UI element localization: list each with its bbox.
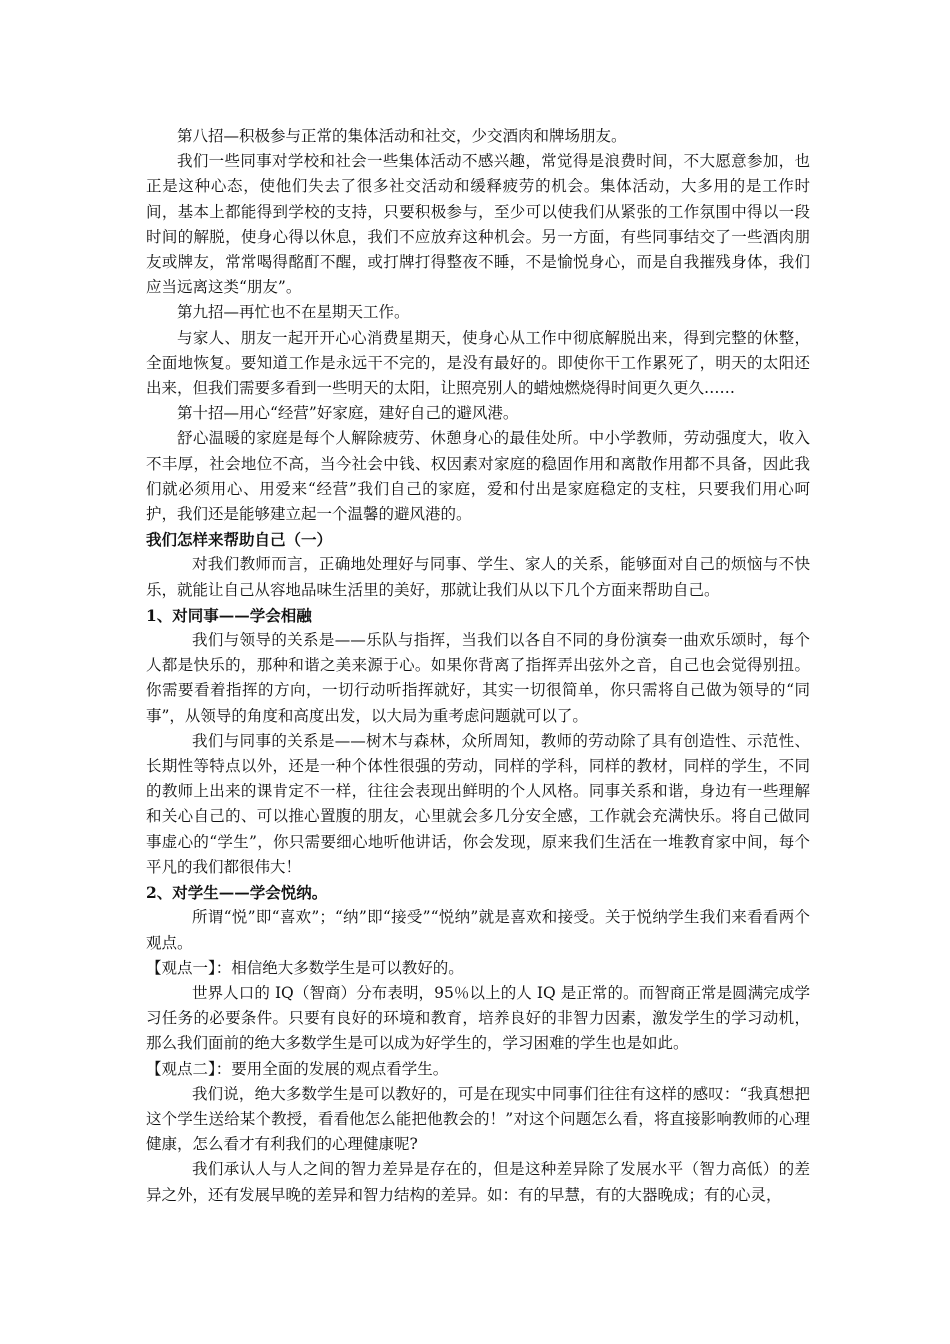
viewpoint-two: 【观点二】：要用全面的发展的观点看学生。 [146, 1059, 449, 1078]
viewpoint-two-body-2: 我们承认人与人之间的智力差异是存在的，但是这种差异除了发展水平（智力高低）的差异之外，还有发展早晚的差异和智力结构的差异。如：有的早慧，有的大器晚成；有的心灵， [146, 1160, 810, 1204]
paragraph-tip-10-body: 舒心温暖的家庭是每个人解除疲劳、休憩身心的最佳处所。中小学教师，劳动强度大，收入不丰厚，社会地位不高，当今社会中钱、权因素对家庭的稳固作用和离散作用都不具备，因此我们就必须用心、用爱来“经营”我们自己的家庭，爱和付出是家庭稳定的支柱，只要我们用心呵护，我们还是能够建立起一个温馨的避风港的。 [146, 429, 810, 524]
document-page [146, 124, 810, 1208]
viewpoint-one: 【观点一】：相信绝大多数学生是可以教好的。 [146, 958, 464, 977]
paragraph-colleague-relation: 我们与同事的关系是——树木与森林，众所周知，教师的劳动除了具有创造性、示范性、长期性等特点以外，还是一种个体性很强的劳动，同样的学科，同样的教材，同样的学生，不同的教师上出来的课肯定不一样，往往会表现出鲜明的个人风格。同事关系和谐，身边有一些理解和关心自己的、可以推心置腹的朋友，心里就会多几分安全感，工作就会充满快乐。将自己做同事虚心的“学生”，你只需要细心地听他讲话，你会发现，原来我们生活在一堆教育家中间，每个平凡的我们都很伟大！ [146, 731, 810, 876]
paragraph-tip-8-body: 我们一些同事对学校和社会一些集体活动不感兴趣，常觉得是浪费时间，不大愿意参加，也正是这种心态，使他们失去了很多社交活动和缓释疲劳的机会。集体活动，大多用的是工作时间，基本上都能得到学校的支持，只要积极参与，至少可以使我们从紧张的工作氛围中得以一段时间的解脱，使身心得以休息，我们不应放弃这种机会。另一方面，有些同事结交了一些酒肉朋友或牌友，常常喝得酩酊不醒，或打牌打得整夜不睡，不是愉悦身心，而是自我摧残身体，我们应当远离这类“朋友”。 [146, 152, 810, 297]
section-intro: 对我们教师而言，正确地处理好与同事、学生、家人的关系，能够面对自己的烦恼与不快乐，就能让自己从容地品味生活里的美好，那就让我们从以下几个方面来帮助自己。 [146, 555, 810, 599]
paragraph-tip-8: 第八招—积极参与正常的集体活动和社交，少交酒肉和牌场朋友。 [177, 127, 627, 145]
heading-students: 2、对学生——学会悦纳。 [146, 883, 328, 903]
paragraph-tip-9-body: 与家人、朋友一起开开心心消费星期天，使身心从工作中彻底解脱出来，得到完整的休整，全面地恢复。要知道工作是永远干不完的，是没有最好的。即使你干工作累死了，明天的太阳还出来，但我们需要多看到一些明天的太阳，让照亮别人的蜡烛燃烧得时间更久更久…… [146, 328, 810, 398]
paragraph-leader-relation: 我们与领导的关系是——乐队与指挥，当我们以各自不同的身份演奏一曲欢乐颂时，每个人都是快乐的，那种和谐之美来源于心。如果你背离了指挥弄出弦外之音，自己也会觉得别扭。你需要看着指挥的方向，一切行动听指挥就好，其实一切很简单，你只需将自己做为领导的“同事”，从领导的角度和高度出发，以大局为重考虑问题就可以了。 [146, 631, 810, 725]
heading-colleagues: 1、对同事——学会相融 [146, 605, 312, 625]
viewpoint-one-body: 世界人口的 IQ（智商）分布表明，95％以上的人 IQ 是正常的。而智商正常是圆满完成学习任务的必要条件。只要有良好的环境和教育，培养良好的非智力因素，激发学生的学习动机，那么我们面前的绝大多数学生是可以成为好学生的，学习困难的学生也是如此。 [146, 983, 810, 1053]
paragraph-tip-10: 第十招—用心“经营”好家庭，建好自己的避风港。 [177, 404, 519, 423]
paragraph-tip-9: 第九招—再忙也不在星期天工作。 [177, 303, 410, 322]
paragraph-student-intro: 所谓“悦”即“喜欢”；“纳”即“接受”“悦纳”就是喜欢和接受。关于悦纳学生我们来看看两个观点。 [146, 908, 810, 952]
viewpoint-two-body-1: 我们说，绝大多数学生是可以教好的，可是在现实中同事们往往有这样的感叹：“我真想把这个学生送给某个教授，看看他怎么能把他教会的！”对这个问题怎么看，将直接影响教师的心理健康，怎么看才有利我们的心理健康呢? [146, 1084, 810, 1154]
section-title: 我们怎样来帮助自己（一） [146, 530, 333, 550]
